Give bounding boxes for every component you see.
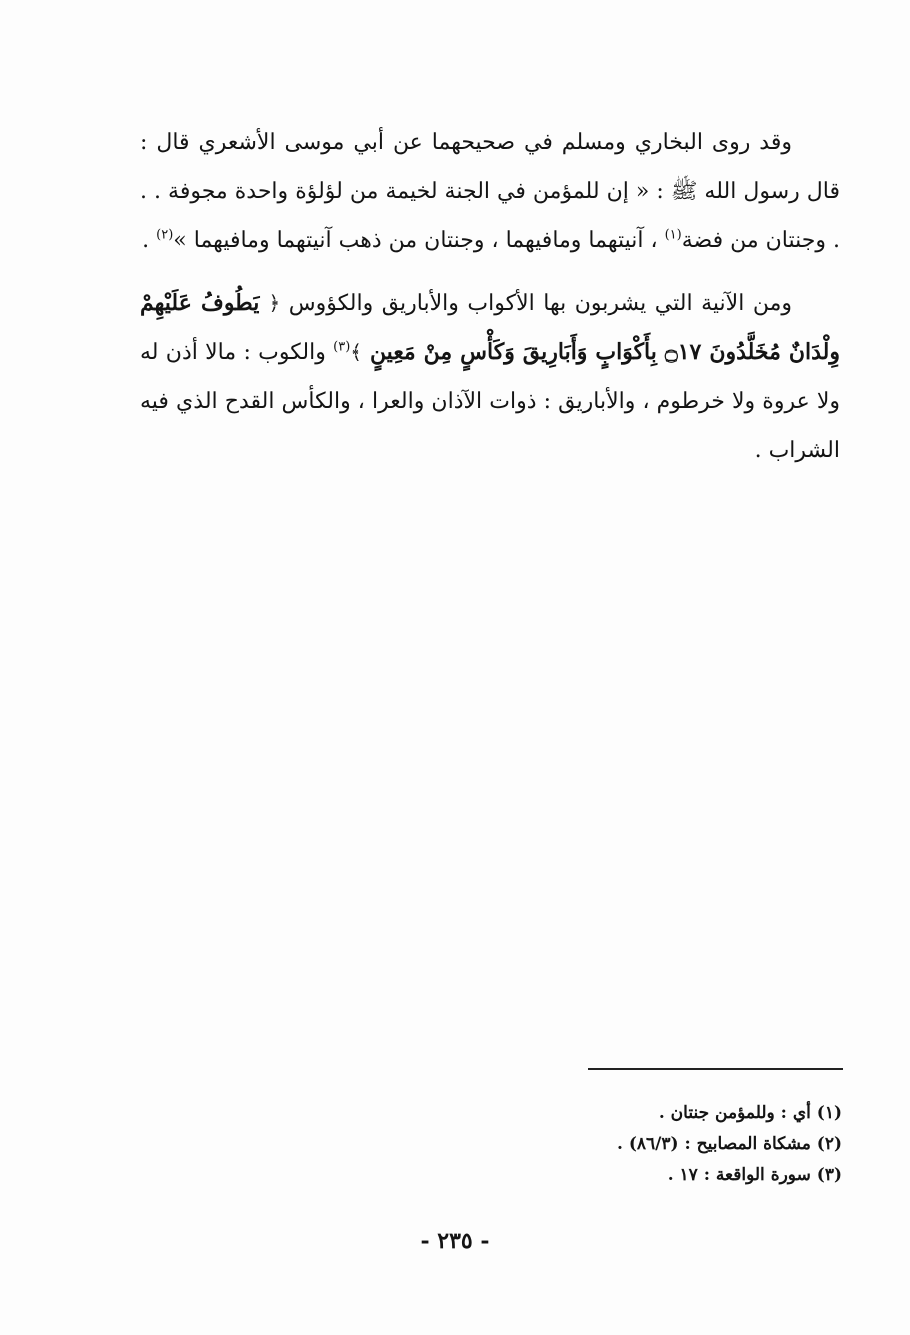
footnote-2: (٢) مشكاة المصابيح : (٨٦/٣) . [617,1134,842,1154]
quran-bracket-close: ﴾ [350,340,362,364]
page-number: - ٢٣٥ - [420,1228,490,1254]
quran-verse: يَطُوفُ عَلَيْهِمْ وِلْدَانٌ مُخَلَّدُونَ ۝١٧ بِأَكْوَابٍ وَأَبَارِيقَ وَكَأْسٍ مِنْ مَعِينٍ [140,290,841,365]
paragraph-text: والكوب : مالا أذن له ولا عروة ولا خرطوم ، والأباريق : ذوات الآذان والعرا ، والكأس القدح الذي فيه الشراب . [140,340,840,463]
footnote-divider [588,1068,843,1070]
quran-bracket-open: ﴿ [268,291,281,315]
paragraph-vessels [140,279,840,475]
main-text [140,118,840,489]
paragraph-hadith [140,118,840,265]
paragraph-text: ، آنيتهما ومافيهما ، وجنتان من ذهب آنيتهما ومافيهما » [173,228,665,253]
footnote-ref-3[interactable]: (٣) [333,339,351,355]
footnote-1: (١) أي : وللمؤمن جنتان . [658,1103,842,1123]
footnote-ref-1[interactable]: (١) [664,227,682,243]
footnotes [440,1098,842,1191]
paragraph-text: وقد روى البخاري ومسلم في صحيحهما عن أبي موسى الأشعري قال : قال رسول الله ﷺ : « إن للمؤمن في الجنة لخيمة من لؤلؤة واحدة مجوفة . . . وجنتان من فضة [140,130,840,253]
footnote-ref-2[interactable]: (٢) [156,227,174,243]
paragraph-text: ومن الآنية التي يشربون بها الأكواب والأباريق والكؤوس [280,291,792,316]
paragraph-text: . [142,228,157,253]
footnote-3: (٣) سورة الواقعة : ١٧ . [667,1165,842,1185]
